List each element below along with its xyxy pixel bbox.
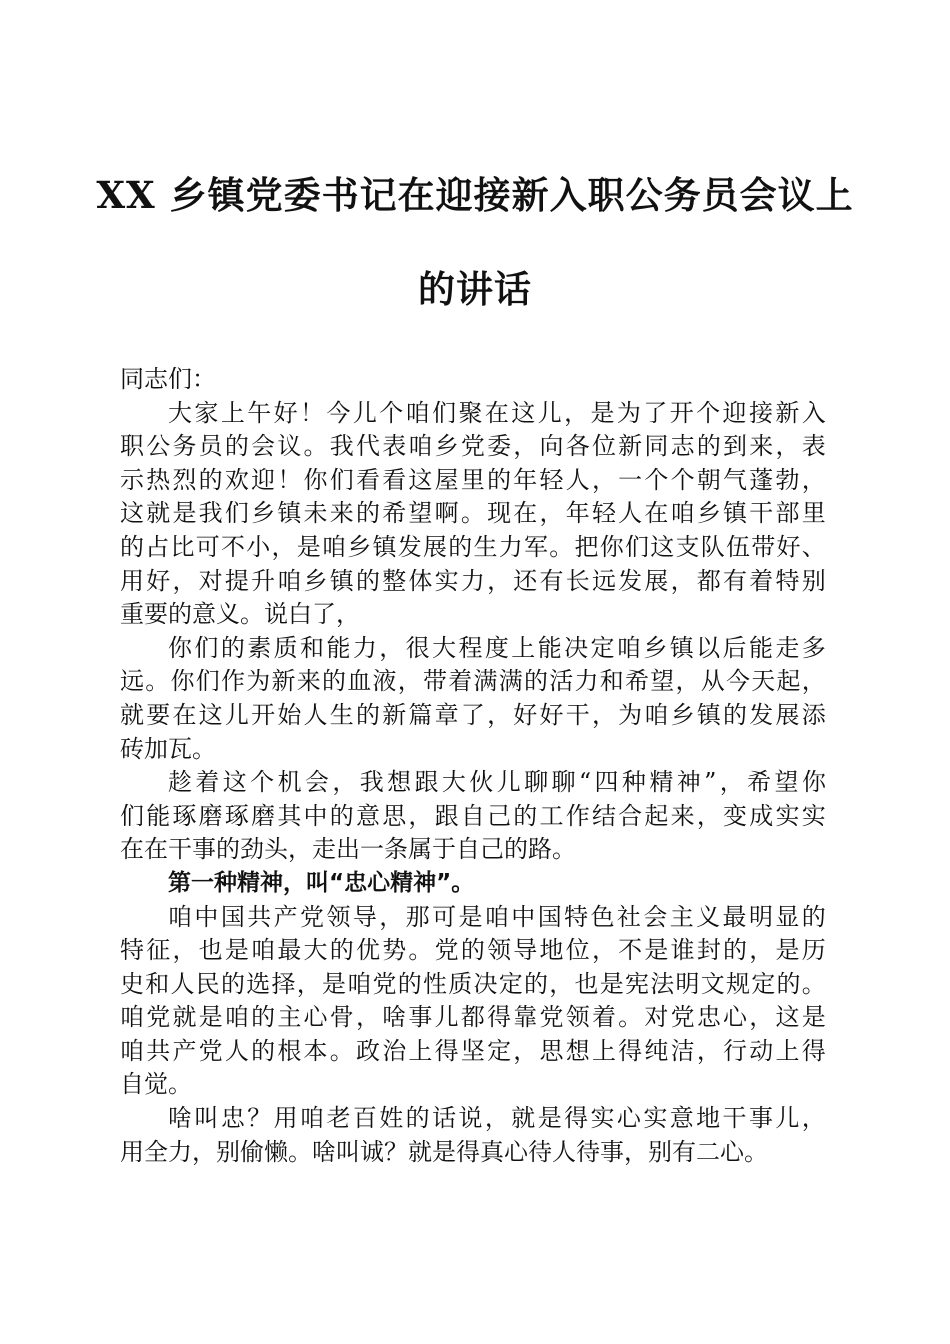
document-title-line-1: XX 乡镇党委书记在迎接新入职公务员会议上 [96,173,854,217]
paragraph-2-line-3: 就 要 在 这 儿 开 始 人 生 的 新 篇 章 了 ， 好 好 干 ， 为 咱 乡 镇 的 发 展 添 [120,700,826,729]
section-heading-loyalty: 第一种精神，叫“忠心精神”。 [168,869,475,896]
document-title-line-2: 的讲话 [418,267,532,311]
paragraph-5-line-4: 咱 党 就 是 咱 的 主 心 骨 ， 啥 事 儿 都 得 靠 党 领 着 。 对 党 忠 心 ， 这 是 [120,1003,826,1032]
paragraph-3-line-2: 们 能 琢 磨 琢 磨 其 中 的 意 思 ， 跟 自 己 的 工 作 结 合 起 来 ， 变 成 实 实 [120,801,826,830]
paragraph-2-line-4: 砖加瓦。 [120,734,216,763]
paragraph-2-line-2: 远 。 你 们 作 为 新 来 的 血 液 ， 带 着 满 满 的 活 力 和 希 望 ， 从 今 天 起 ， [120,667,826,696]
paragraph-1-line-4: 这 就 是 我 们 乡 镇 未 来 的 希 望 啊 。 现 在 ， 年 轻 人 在 咱 乡 镇 干 部 里 [120,499,826,528]
paragraph-5-line-1: 咱 中 国 共 产 党 领 导 ， 那 可 是 咱 中 国 特 色 社 会 主 义 最 明 显 的 [168,902,826,931]
paragraph-1-line-5: 的 占 比 可 不 小 ， 是 咱 乡 镇 发 展 的 生 力 军 。 把 你 们 这 支 队 伍 带 好 、 [120,532,826,561]
paragraph-5-line-3: 史 和 人 民 的 选 择 ， 是 咱 党 的 性 质 决 定 的 ， 也 是 宪 法 明 文 规 定 的 。 [120,969,826,998]
paragraph-1-line-7: 重要的意义。说白了， [120,600,360,629]
paragraph-1-line-3: 示 热 烈 的 欢 迎 ！ 你 们 看 看 这 屋 里 的 年 轻 人 ， 一 个 个 朝 气 蓬 勃 ， [120,465,826,494]
salutation: 同志们： [120,365,216,393]
paragraph-3-line-1: 趁 着 这 个 机 会 ， 我 想 跟 大 伙 儿 聊 聊 “ 四 种 精 神 ” ， 希 望 你 [168,768,826,797]
paragraph-3-line-3: 在在干事的劲头，走出一条属于自己的路。 [120,835,576,864]
paragraph-1-line-2: 职 公 务 员 的 会 议 。 我 代 表 咱 乡 党 委 ， 向 各 位 新 同 志 的 到 来 ， 表 [120,432,826,461]
paragraph-5-line-6: 自觉。 [120,1070,192,1099]
paragraph-5-line-2: 特 征 ， 也 是 咱 最 大 的 优 势 。 党 的 领 导 地 位 ， 不 是 谁 封 的 ， 是 历 [120,936,826,965]
paragraph-5-line-5: 咱 共 产 党 人 的 根 本 。 政 治 上 得 坚 定 ， 思 想 上 得 纯 洁 ， 行 动 上 得 [120,1036,826,1065]
document-body [120,363,826,1169]
paragraph-6-line-1: 啥 叫 忠 ？ 用 咱 老 百 姓 的 话 说 ， 就 是 得 实 心 实 意 地 干 事 儿 ， [168,1104,826,1133]
paragraph-6-line-2: 用全力，别偷懒。啥叫诚？就是得真心待人待事，别有二心。 [120,1137,768,1166]
paragraph-1-line-6: 用 好 ， 对 提 升 咱 乡 镇 的 整 体 实 力 ， 还 有 长 远 发 展 ， 都 有 着 特 别 [120,566,826,595]
paragraph-1-line-1: 大 家 上 午 好 ！ 今 儿 个 咱 们 聚 在 这 儿 ， 是 为 了 开 个 迎 接 新 入 [168,398,826,427]
paragraph-2-line-1: 你 们 的 素 质 和 能 力 ， 很 大 程 度 上 能 决 定 咱 乡 镇 以 后 能 走 多 [168,633,826,662]
